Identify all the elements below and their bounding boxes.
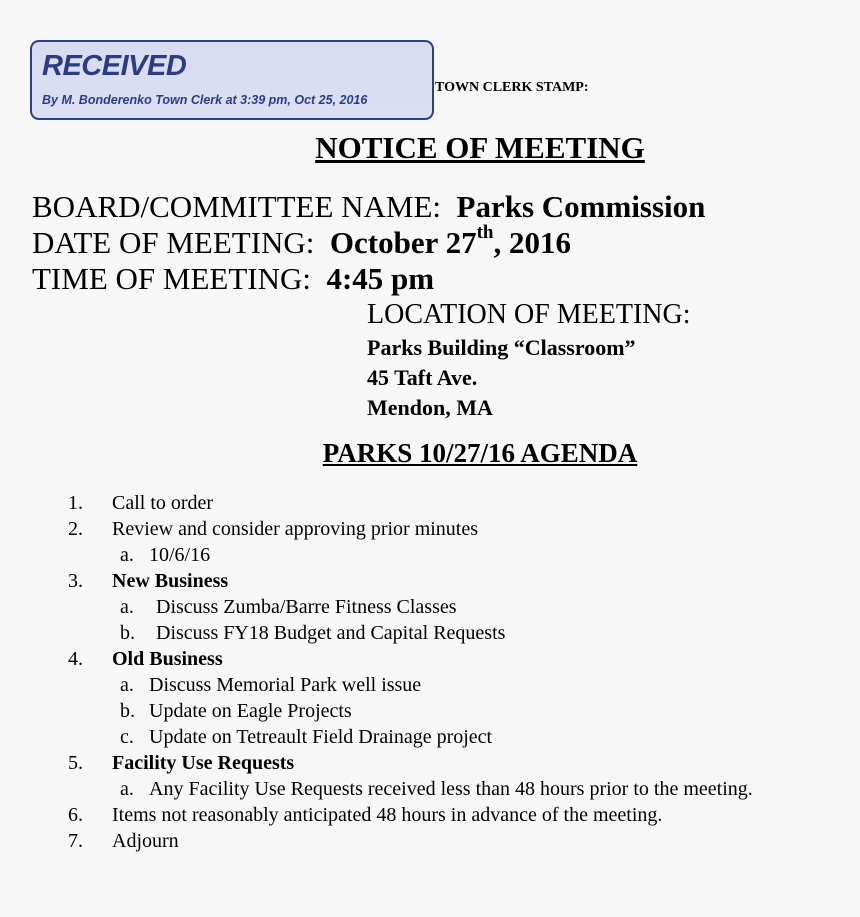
subitem-text: Update on Eagle Projects bbox=[149, 700, 352, 722]
agenda-item-number: 5. bbox=[68, 752, 83, 774]
time-label: TIME OF MEETING: bbox=[32, 261, 311, 296]
date-value-year: , 2016 bbox=[493, 225, 571, 260]
agenda-item-number: 3. bbox=[68, 570, 83, 592]
subitem-text: Any Facility Use Requests received less than 48 hours prior to the meeting. bbox=[149, 778, 753, 800]
location-line: 45 Taft Ave. bbox=[367, 365, 478, 390]
location-label: LOCATION OF MEETING: bbox=[367, 299, 691, 330]
time-value: 4:45 pm bbox=[326, 261, 435, 296]
agenda-item-number: 7. bbox=[68, 830, 83, 852]
date-label: DATE OF MEETING: bbox=[32, 225, 315, 260]
subitem-text: Update on Tetreault Field Drainage project bbox=[149, 726, 493, 748]
subitem-text: Discuss Zumba/Barre Fitness Classes bbox=[156, 596, 457, 618]
agenda-item-text: Facility Use Requests bbox=[112, 752, 295, 774]
board-line bbox=[32, 189, 705, 225]
agenda-item-number: 4. bbox=[68, 648, 83, 670]
board-value: Parks Commission bbox=[456, 189, 706, 224]
subitem-letter: a. bbox=[120, 544, 134, 566]
subitem-text: 10/6/16 bbox=[149, 544, 211, 566]
board-label: BOARD/COMMITTEE NAME: bbox=[32, 189, 442, 224]
subitem-text: Discuss FY18 Budget and Capital Requests bbox=[156, 622, 506, 644]
stamp-title: RECEIVED bbox=[42, 50, 187, 82]
location-line: Mendon, MA bbox=[367, 395, 493, 420]
notice-title: NOTICE OF MEETING bbox=[315, 130, 645, 165]
stamp-line: By M. Bonderenko Town Clerk at 3:39 pm, Oct 25, 2016 bbox=[42, 93, 368, 107]
subitem-letter: a. bbox=[120, 674, 134, 696]
subitem-letter: c. bbox=[120, 726, 134, 748]
agenda-title: PARKS 10/27/16 AGENDA bbox=[322, 438, 638, 468]
agenda-item-text: Items not reasonably anticipated 48 hours in advance of the meeting. bbox=[112, 804, 663, 826]
agenda-item-text: Review and consider approving prior minutes bbox=[112, 518, 479, 540]
subitem-letter: b. bbox=[120, 700, 135, 722]
agenda-item-text: New Business bbox=[112, 570, 229, 592]
date-line bbox=[32, 221, 571, 261]
agenda-item-text: Call to order bbox=[112, 492, 214, 514]
subitem-text: Discuss Memorial Park well issue bbox=[149, 674, 422, 696]
agenda-item-text: Adjourn bbox=[112, 830, 179, 852]
date-value bbox=[329, 221, 571, 260]
agenda-item-number: 6. bbox=[68, 804, 83, 826]
location-line: Parks Building “Classroom” bbox=[367, 335, 636, 360]
subitem-letter: a. bbox=[120, 778, 134, 800]
date-value-suffix-sup: th bbox=[476, 221, 494, 243]
agenda-item-number: 2. bbox=[68, 518, 83, 540]
subitem-letter: a. bbox=[120, 596, 134, 618]
agenda-item-text: Old Business bbox=[112, 648, 223, 670]
time-line bbox=[32, 261, 434, 297]
received-stamp bbox=[30, 40, 434, 120]
subitem-letter: b. bbox=[120, 622, 135, 644]
date-value-day: October 27 bbox=[329, 225, 477, 260]
town-clerk-stamp-label: TOWN CLERK STAMP: bbox=[435, 80, 589, 95]
agenda-item-number: 1. bbox=[68, 492, 83, 514]
